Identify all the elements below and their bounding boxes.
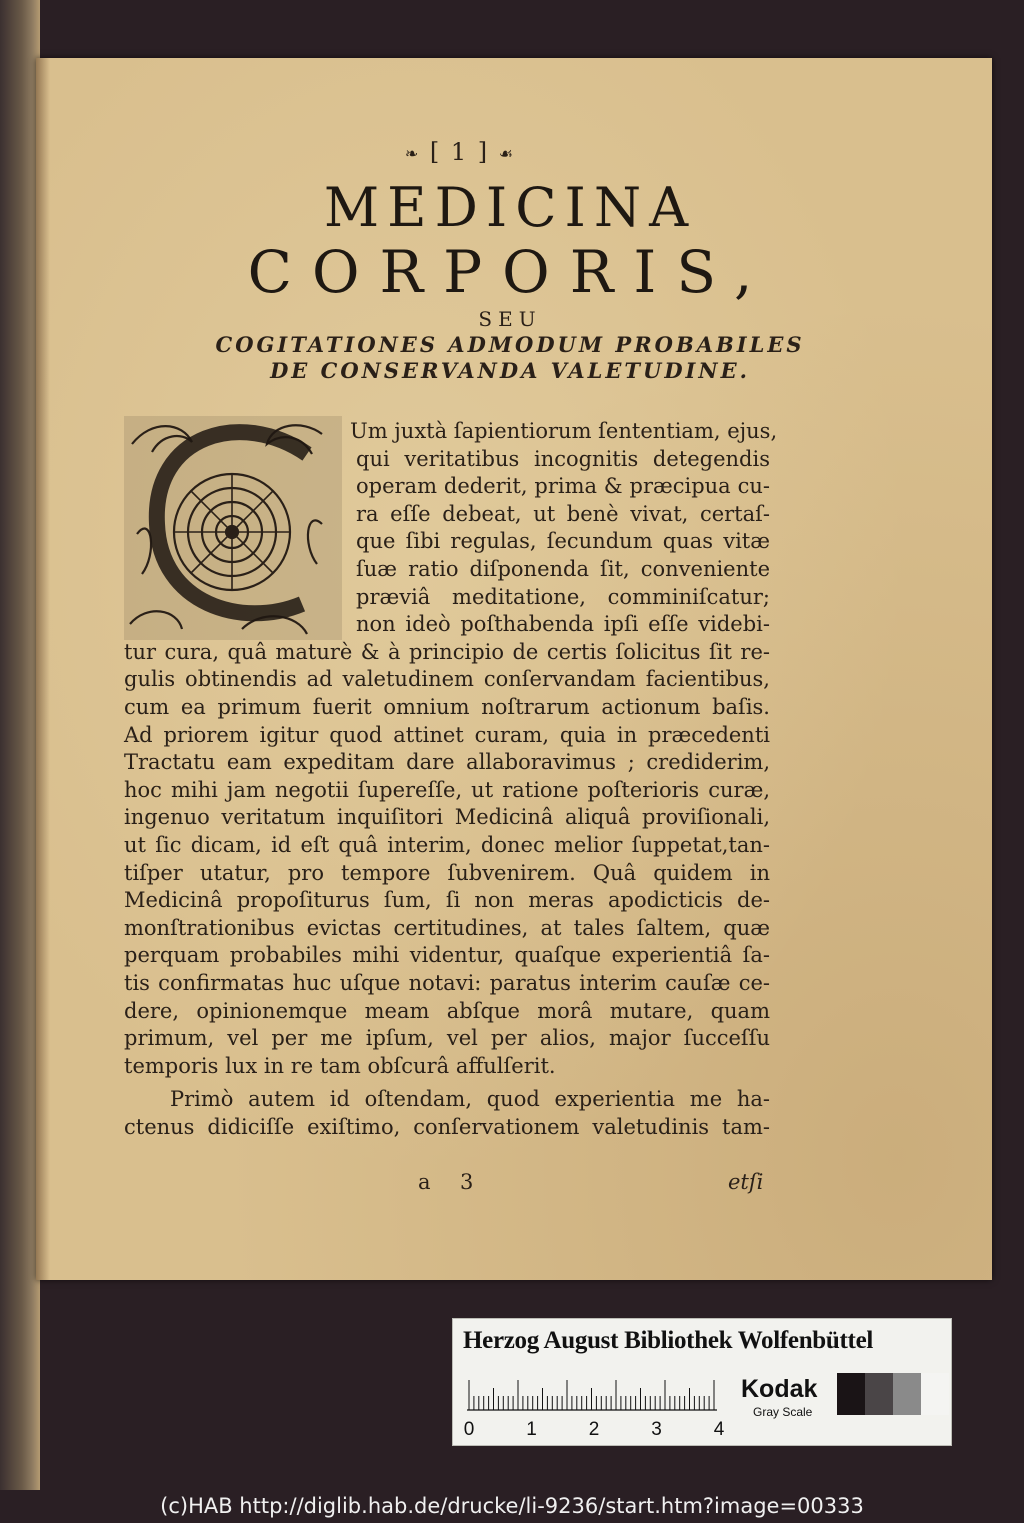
title-line-1: MEDICINA — [323, 176, 697, 239]
body-line: Tractatu eam expeditam dare allaboravimus ; crediderim, — [124, 750, 770, 775]
gray-patch — [921, 1373, 949, 1415]
body-line: ut ſic dicam, id eſt quâ interim, donec melior ſuppetat,tan- — [124, 833, 770, 857]
body-line: dere, opinionemque meam abſque morâ mutare, quam — [124, 998, 770, 1023]
ruler-number: 4 — [713, 1419, 725, 1440]
title-line-2: CORPORIS, — [247, 238, 773, 306]
body-line: primum, vel per me ipſum, vel per alios, major ſucceſſu — [124, 1026, 770, 1051]
gray-patch — [865, 1373, 893, 1415]
signature-mark-a: a — [418, 1170, 431, 1194]
body-line: gulis obtinendis ad valetudinem conſervandam facientibus, — [124, 667, 770, 692]
library-name: Herzog August Bibliothek Wolfenbüttel — [463, 1327, 874, 1354]
body-line: perquam probabiles mihi videntur, quaſque experientiâ ſa- — [124, 943, 770, 968]
gray-patch — [893, 1373, 921, 1415]
body-line: non ideò poſthabenda ipſi eſſe videbi- — [356, 612, 770, 637]
body-line: monſtrationibus evictas certitudines, at tales ſaltem, quæ — [124, 915, 770, 940]
body-line: operam dederit, prima & præcipua cu- — [356, 474, 770, 499]
body-line: ctenus didiciſſe exiſtimo, conſervationem valetudinis tam- — [124, 1115, 770, 1139]
ruler-number: 2 — [588, 1419, 600, 1440]
drop-cap-initial — [122, 414, 344, 642]
body-line: ſuæ ratio diſponenda ſit, conveniente — [356, 557, 770, 581]
body-line: qui veritatibus incognitis detegendis — [356, 446, 770, 471]
subtitle-line-1: COGITATIONES ADMODUM PROBABILES — [215, 332, 805, 357]
subtitle-line-2: DE CONSERVANDA VALETUDINE. — [270, 358, 750, 383]
ruler-number: 1 — [526, 1419, 537, 1440]
body-line: temporis lux in re tam obſcurâ affulſerit. — [124, 1053, 556, 1078]
body-line: ingenuo veritatum inquiſitori Medicinâ aliquâ proviſionali, — [124, 805, 770, 830]
body-line: Ad priorem igitur quod attinet curam, quia in præcedenti — [124, 722, 770, 747]
ruler-number: 3 — [651, 1419, 662, 1440]
drop-cap-letter: C — [214, 556, 215, 557]
gray-patch — [837, 1373, 865, 1415]
body-line: tur cura, quâ maturè & à principio de certis ſolicitus ſit re- — [124, 639, 770, 664]
body-line: hoc mihi jam negotii ſupereſſe, ut ratione poſterioris curæ, — [124, 777, 770, 802]
body-line: que ſibi regulas, ſecundum quas vitæ — [356, 529, 770, 554]
body-line: præviâ meditatione, comminiſcatur; — [356, 584, 770, 609]
ruler-number: 0 — [463, 1419, 475, 1440]
color-target-card — [452, 1318, 952, 1446]
book-gutter — [0, 0, 40, 1490]
page-number-text: [ 1 ] — [429, 138, 490, 166]
page-edge-shadow — [36, 58, 50, 1280]
signature-mark-number: 3 — [460, 1170, 474, 1194]
subtitle — [120, 332, 900, 384]
gray-scale-label: Gray Scale — [753, 1405, 813, 1419]
page-number — [370, 138, 550, 166]
body-line: Primò autem id oſtendam, quod experientia me ha- — [170, 1087, 770, 1112]
body-line: tiſper utatur, pro tempore ſubvenirem. Quâ quidem in — [124, 860, 770, 885]
kodak-brand: Kodak — [741, 1375, 818, 1403]
body-line: cum ea primum fuerit omnium noſtrarum actionum baſis. — [124, 695, 770, 719]
left-ornament-icon: ❧ — [404, 144, 421, 163]
footer-credit: (c)HAB http://diglib.hab.de/drucke/li-9236/start.htm?image=00333 — [160, 1494, 864, 1518]
title-seu: SEU — [478, 307, 542, 331]
body-line: Um juxtà ſapientiorum ſententiam, ejus, — [350, 419, 778, 443]
ruler-scale — [467, 1377, 717, 1411]
catchword: etſi — [728, 1170, 764, 1194]
body-line: tis confirmatas huc uſque notavi: paratus interim cauſæ ce- — [124, 971, 770, 995]
body-line: ra eſſe debeat, ut benè vivat, certaſ- — [356, 501, 770, 526]
body-line: Medicinâ propoſiturus ſum, ſi non meras apodicticis de- — [124, 888, 770, 913]
right-ornament-icon: ☙ — [498, 144, 516, 163]
